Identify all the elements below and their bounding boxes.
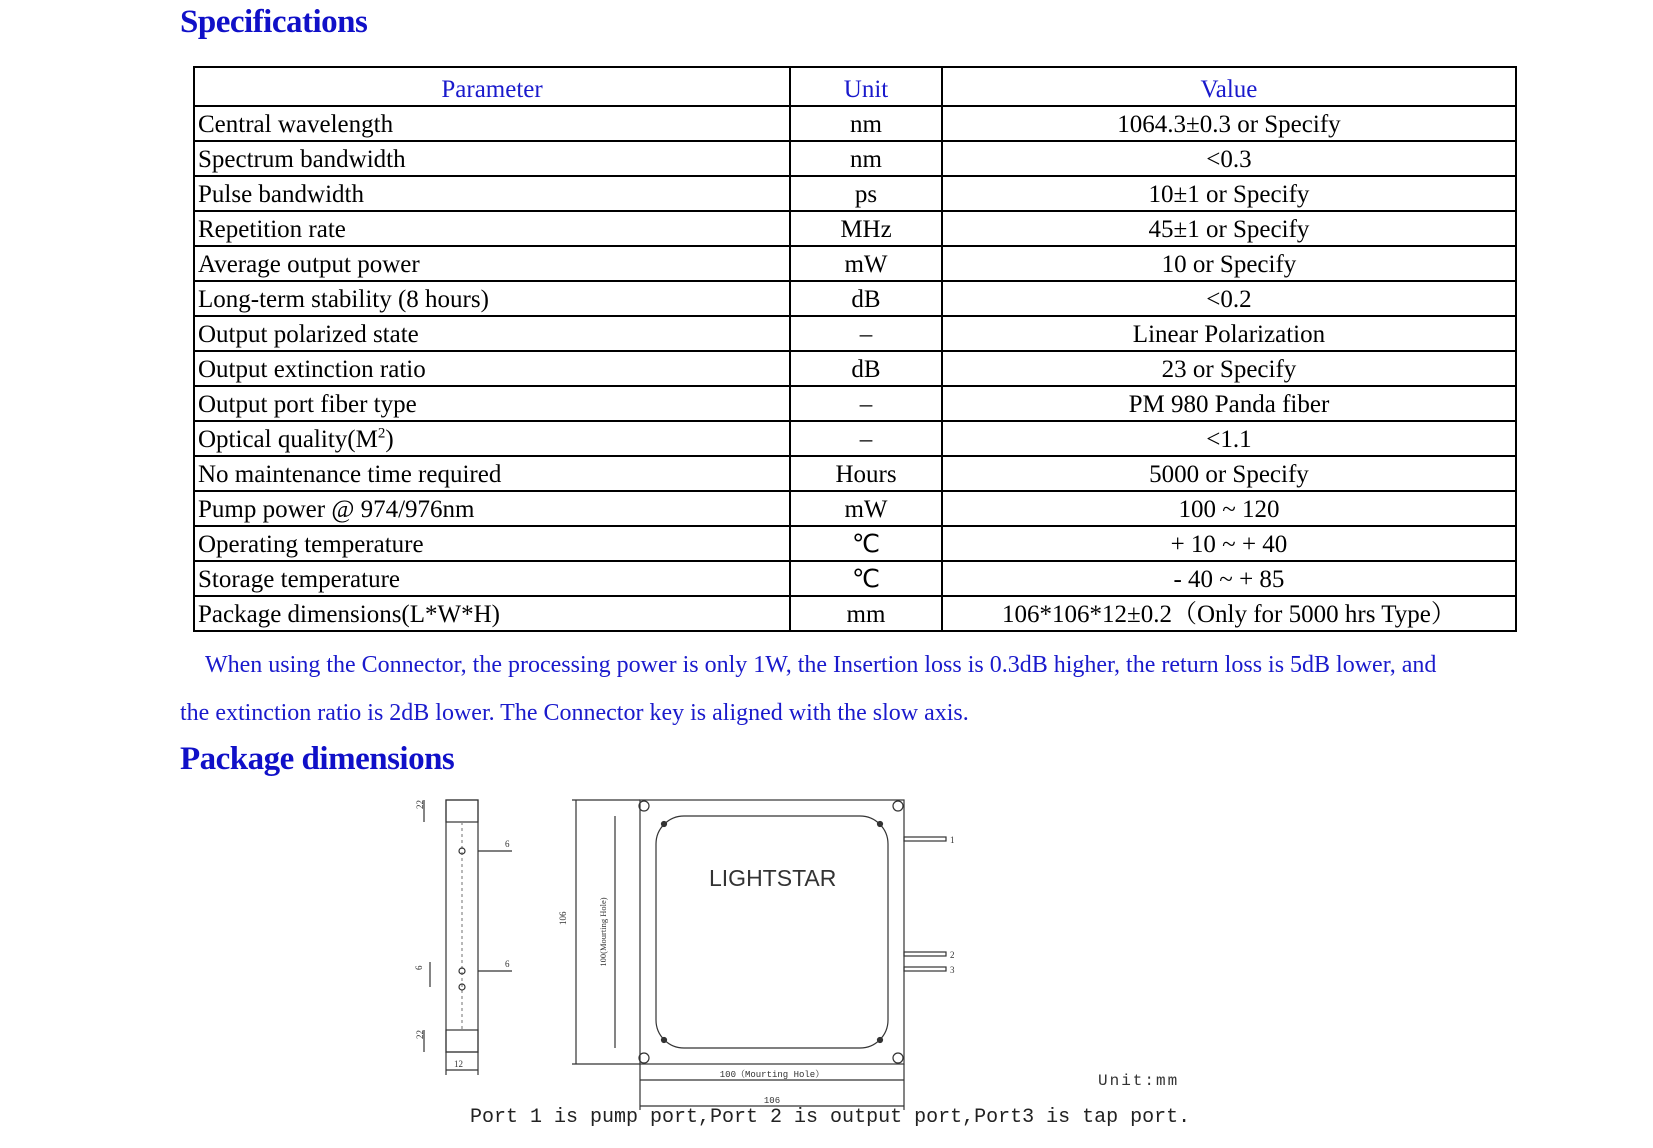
mounting-hole-bottom-right xyxy=(893,1053,903,1063)
cell-parameter: Package dimensions(L*W*H) xyxy=(194,596,790,631)
table-row xyxy=(194,281,1516,316)
table-row xyxy=(194,106,1516,141)
cell-value: + 10 ~ + 40 xyxy=(942,526,1516,561)
cell-unit: Hours xyxy=(790,456,942,491)
cell-parameter: Output port fiber type xyxy=(194,386,790,421)
cell-value: 10±1 or Specify xyxy=(942,176,1516,211)
cell-unit: dB xyxy=(790,281,942,316)
table-row xyxy=(194,246,1516,281)
cell-unit: ℃ xyxy=(790,561,942,596)
superscript-two: 2 xyxy=(377,425,386,442)
fiber-port-3 xyxy=(904,967,946,971)
cell-value: - 40 ~ + 85 xyxy=(942,561,1516,596)
cell-unit: dB xyxy=(790,351,942,386)
cell-parameter: Long-term stability (8 hours) xyxy=(194,281,790,316)
top-view-inner-lid xyxy=(656,816,888,1048)
cell-value: <0.2 xyxy=(942,281,1516,316)
header-unit: Unit xyxy=(790,67,942,106)
closing-paren: ) xyxy=(385,426,394,453)
specifications-table xyxy=(193,66,1517,632)
cell-parameter: No maintenance time required xyxy=(194,456,790,491)
dim-106-horizontal: 106 xyxy=(763,1096,781,1106)
port-2-label: 2 xyxy=(950,950,955,960)
header-parameter: Parameter xyxy=(194,67,790,106)
cell-parameter: Pulse bandwidth xyxy=(194,176,790,211)
cell-value: 1064.3±0.3 or Specify xyxy=(942,106,1516,141)
dim-6-c: 6 xyxy=(505,959,510,969)
dim-22-bottom: 22 xyxy=(415,1030,425,1039)
dim-100-horizontal: 100（Mourting Hole） xyxy=(719,1070,825,1080)
table-row xyxy=(194,351,1516,386)
side-view-top-tab xyxy=(446,800,478,822)
mounting-hole-top-right xyxy=(893,801,903,811)
dim-100-vertical: 100(Mourting Hole) xyxy=(598,897,608,967)
top-view-outer-outline xyxy=(640,800,904,1064)
cell-unit: nm xyxy=(790,106,942,141)
cell-value: PM 980 Panda fiber xyxy=(942,386,1516,421)
cell-unit: – xyxy=(790,421,942,456)
header-value: Value xyxy=(942,67,1516,106)
table-row xyxy=(194,526,1516,561)
port-1-label: 1 xyxy=(950,835,955,845)
cell-parameter: Output polarized state xyxy=(194,316,790,351)
table-row xyxy=(194,316,1516,351)
cell-value: 45±1 or Specify xyxy=(942,211,1516,246)
dim-6-b: 6 xyxy=(414,965,424,970)
cell-parameter: Average output power xyxy=(194,246,790,281)
table-row xyxy=(194,456,1516,491)
cell-parameter: Repetition rate xyxy=(194,211,790,246)
port-3-label: 3 xyxy=(950,965,955,975)
cell-value: 23 or Specify xyxy=(942,351,1516,386)
connector-note-line-1: When using the Connector, the processing power is only 1W, the Insertion loss is 0.3dB higher, the return loss is 5dB lower, and xyxy=(205,652,1437,678)
table-row xyxy=(194,176,1516,211)
cell-value: Linear Polarization xyxy=(942,316,1516,351)
cell-parameter: Output extinction ratio xyxy=(194,351,790,386)
dim-12: 12 xyxy=(454,1059,463,1069)
cell-unit: – xyxy=(790,316,942,351)
cell-value: 106*106*12±0.2（Only for 5000 hrs Type） xyxy=(942,596,1516,631)
cell-unit: mW xyxy=(790,491,942,526)
table-row xyxy=(194,596,1516,631)
cell-parameter: Spectrum bandwidth xyxy=(194,141,790,176)
package-dimensions-heading: Package dimensions xyxy=(180,741,455,777)
cell-value: <1.1 xyxy=(942,421,1516,456)
cell-parameter: Operating temperature xyxy=(194,526,790,561)
cell-unit: mW xyxy=(790,246,942,281)
fiber-port-1 xyxy=(904,837,946,841)
connector-note-line-2: the extinction ratio is 2dB lower. The Connector key is aligned with the slow axis. xyxy=(180,700,969,726)
cell-parameter-text: Optical quality(M xyxy=(198,426,378,453)
port-caption: Port 1 is pump port,Port 2 is output port,Port3 is tap port. xyxy=(470,1106,1191,1129)
table-row xyxy=(194,561,1516,596)
specifications-heading: Specifications xyxy=(180,4,368,40)
cell-unit: MHz xyxy=(790,211,942,246)
dim-22-top: 22 xyxy=(415,800,425,809)
table-header-row xyxy=(194,67,1516,106)
top-view xyxy=(572,800,946,1110)
cell-value: <0.3 xyxy=(942,141,1516,176)
cell-parameter: Central wavelength xyxy=(194,106,790,141)
side-view-bottom-tab xyxy=(446,1030,478,1052)
cell-value: 5000 or Specify xyxy=(942,456,1516,491)
side-view xyxy=(424,800,512,1075)
table-row xyxy=(194,421,1516,456)
cell-parameter xyxy=(194,421,790,456)
unit-label: Unit:mm xyxy=(1098,1072,1180,1090)
table-row xyxy=(194,491,1516,526)
table-row xyxy=(194,141,1516,176)
table-row xyxy=(194,386,1516,421)
cell-unit: ℃ xyxy=(790,526,942,561)
cell-parameter: Pump power @ 974/976nm xyxy=(194,491,790,526)
cell-value: 100 ~ 120 xyxy=(942,491,1516,526)
cell-unit: – xyxy=(790,386,942,421)
brand-label: LIGHTSTAR xyxy=(709,865,837,891)
dim-106-vertical: 106 xyxy=(558,911,568,925)
cell-unit: ps xyxy=(790,176,942,211)
fiber-port-2 xyxy=(904,952,946,956)
cell-unit: mm xyxy=(790,596,942,631)
dim-6-a: 6 xyxy=(505,839,510,849)
cell-unit: nm xyxy=(790,141,942,176)
cell-value: 10 or Specify xyxy=(942,246,1516,281)
cell-parameter: Storage temperature xyxy=(194,561,790,596)
package-dimension-drawing xyxy=(400,790,1200,1106)
table-row xyxy=(194,211,1516,246)
